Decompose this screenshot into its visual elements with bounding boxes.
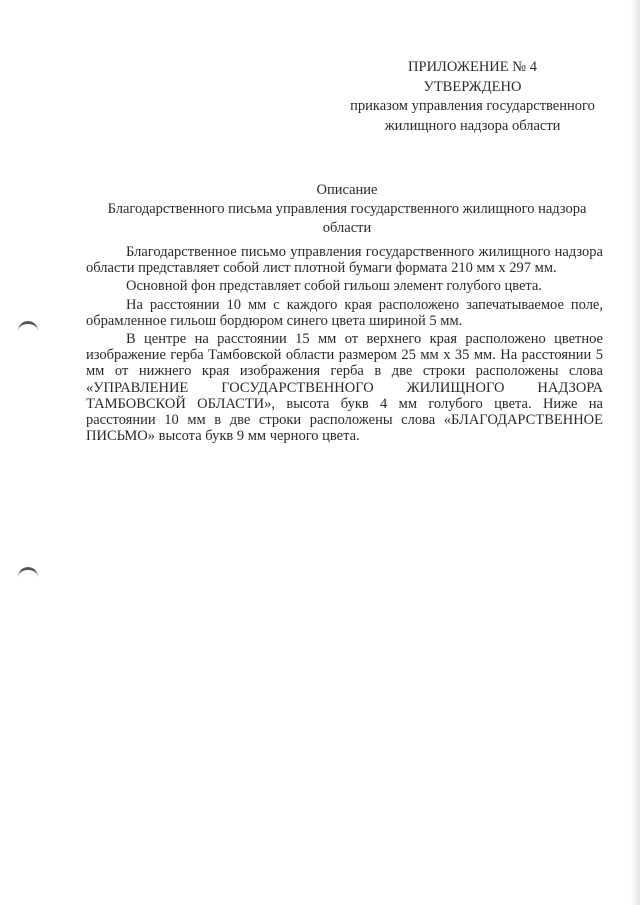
approved-label: УТВЕРЖДЕНО	[423, 78, 522, 95]
appendix-number: ПРИЛОЖЕНИЕ № 4	[408, 59, 537, 75]
order-reference-line-1: приказом управления государственного	[350, 98, 595, 114]
paragraph-format: Благодарственное письмо управления государственного жилищного надзора области представляет собой лист плотной бумаги формата 210 мм х 297 мм.	[86, 244, 603, 277]
document-heading	[82, 181, 612, 238]
document-title: Описание	[316, 182, 378, 198]
document-body	[86, 244, 603, 446]
order-reference-line-2: жилищного надзора области	[384, 117, 561, 134]
paragraph-border: На расстоянии 10 мм с каждого края расположено запечатываемое поле, обрамленное гильош бордюром синего цвета шириной 5 мм.	[86, 296, 603, 329]
scan-page-edge	[630, 0, 640, 905]
approval-stamp-block	[330, 58, 615, 136]
paragraph-background: Основной фон представляет собой гильош элемент голубого цвета.	[126, 278, 542, 295]
document-subtitle-line-2: области	[322, 220, 372, 236]
binder-hole-mark	[18, 567, 38, 580]
document-subtitle-line-1: Благодарственного письма управления государственного жилищного надзора	[107, 201, 587, 217]
paragraph-emblem: В центре на расстоянии 15 мм от верхнего края расположено цветное изображение герба Тамбовской области размером 25 мм х 35 мм. На расстоянии 5 мм от нижнего края изображения герба в две строки расположены слова «УПРАВЛЕНИЕ ГОСУДАРСТВЕННОГО ЖИЛИЩНОГО НАДЗОРА ТАМБОВСКОЙ ОБЛАСТИ», высота букв 4 мм голубого цвета. Ниже на расстоянии 10 мм в две строки расположены слова «БЛАГОДАРСТВЕННОЕ ПИСЬМО» высота букв 9 мм черного цвета.	[86, 331, 603, 445]
binder-hole-mark	[18, 321, 38, 334]
